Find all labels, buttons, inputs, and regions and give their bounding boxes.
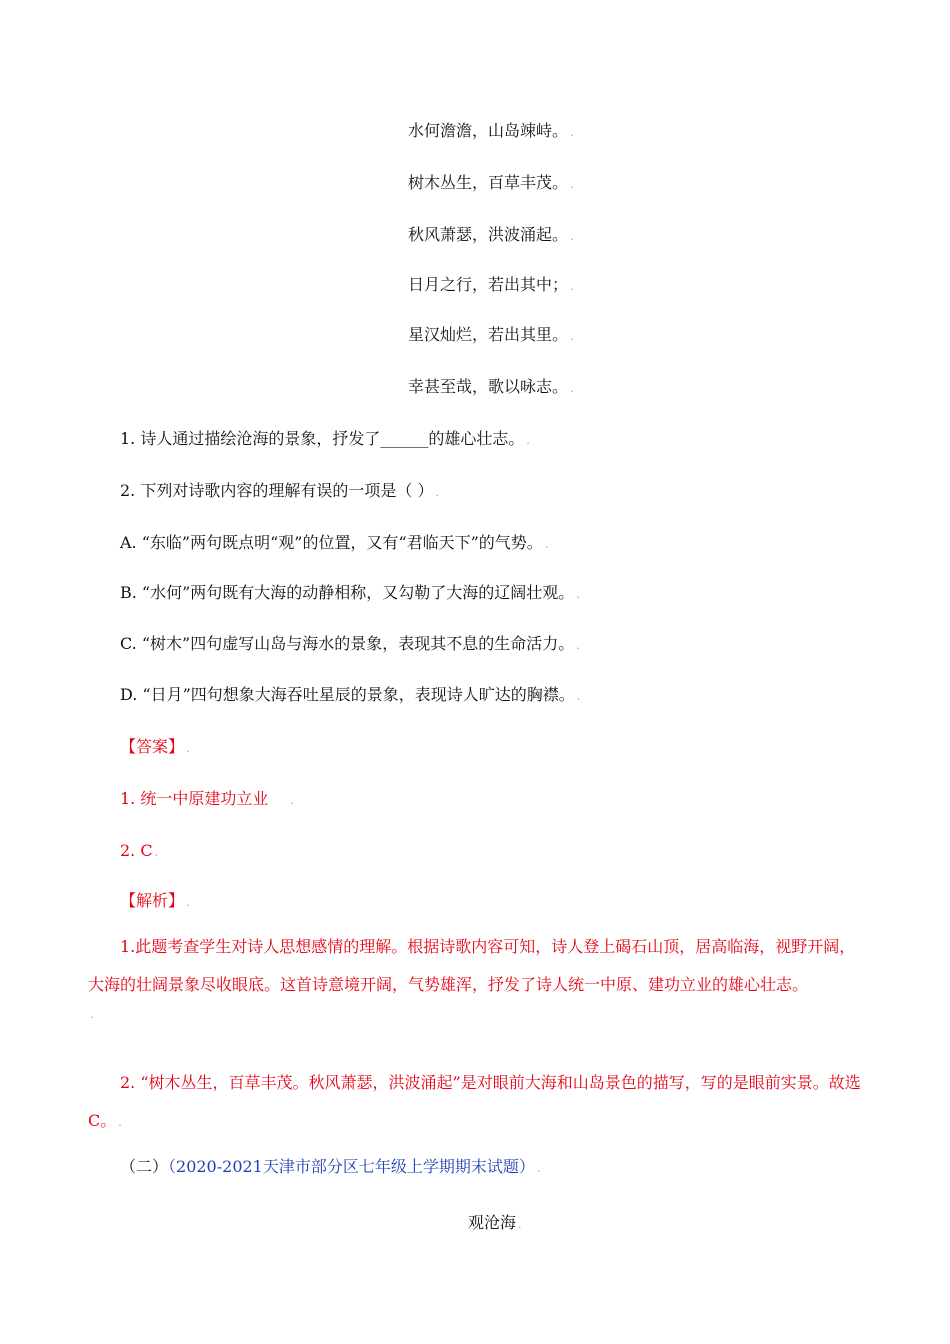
analysis-paragraph-2: 2. “树木丛生，百草丰茂。秋风萧瑟，洪波涌起”是对眼前大海和山岛景色的描写，写的是眼前实景。故选C。 . (88, 1073, 861, 1130)
poem-line: 星汉灿烂，若出其里。 . (408, 325, 574, 344)
analysis-label: 【解析】 . (120, 891, 190, 910)
answer-1: 1. 统一中原建功立业 . (120, 789, 294, 808)
option-c: C. “树木”四句虚写山岛与海水的景象，表现其不息的生命活力。 . (120, 634, 580, 653)
answer-label: 【答案】 . (120, 737, 190, 756)
option-a: A. “东临”两句既点明“观”的位置，又有“君临天下”的气势。 . (120, 533, 549, 552)
option-b: B. “水何”两句既有大海的动静相称，又勾勒了大海的辽阔壮观。 . (120, 583, 580, 602)
question-2: 2. 下列对诗歌内容的理解有误的一项是（ ） . (120, 481, 439, 500)
analysis-paragraph-1: 1.此题考查学生对诗人思想感情的理解。根据诗歌内容可知，诗人登上碣石山顶，居高临海，视野开阔，大海的壮阔景象尽收眼底。这首诗意境开阔，气势雄浑，抒发了诗人统一中原、建功立业的雄心壮志。 (88, 937, 856, 994)
question-1: 1. 诗人通过描绘沧海的景象，抒发了______的雄心壮志。 . (120, 429, 530, 448)
answer-2: 2. C . (120, 841, 159, 860)
poem-title: 观沧海 . (468, 1213, 522, 1232)
section-heading: （二）（2020-2021天津市部分区七年级上学期期末试题） . (120, 1157, 541, 1176)
poem-line: 日月之行，若出其中； . (408, 275, 574, 294)
option-d: D. “日月”四句想象大海吞吐星辰的景象，表现诗人旷达的胸襟。 . (120, 685, 581, 704)
poem-line: 秋风萧瑟，洪波涌起。 . (408, 225, 574, 244)
paragraph-mark: . (90, 1008, 94, 1021)
poem-line: 幸甚至哉，歌以咏志。 . (408, 377, 574, 396)
poem-line: 树木丛生，百草丰茂。 . (408, 173, 574, 192)
poem-line: 水何澹澹，山岛竦峙。 . (408, 121, 574, 140)
